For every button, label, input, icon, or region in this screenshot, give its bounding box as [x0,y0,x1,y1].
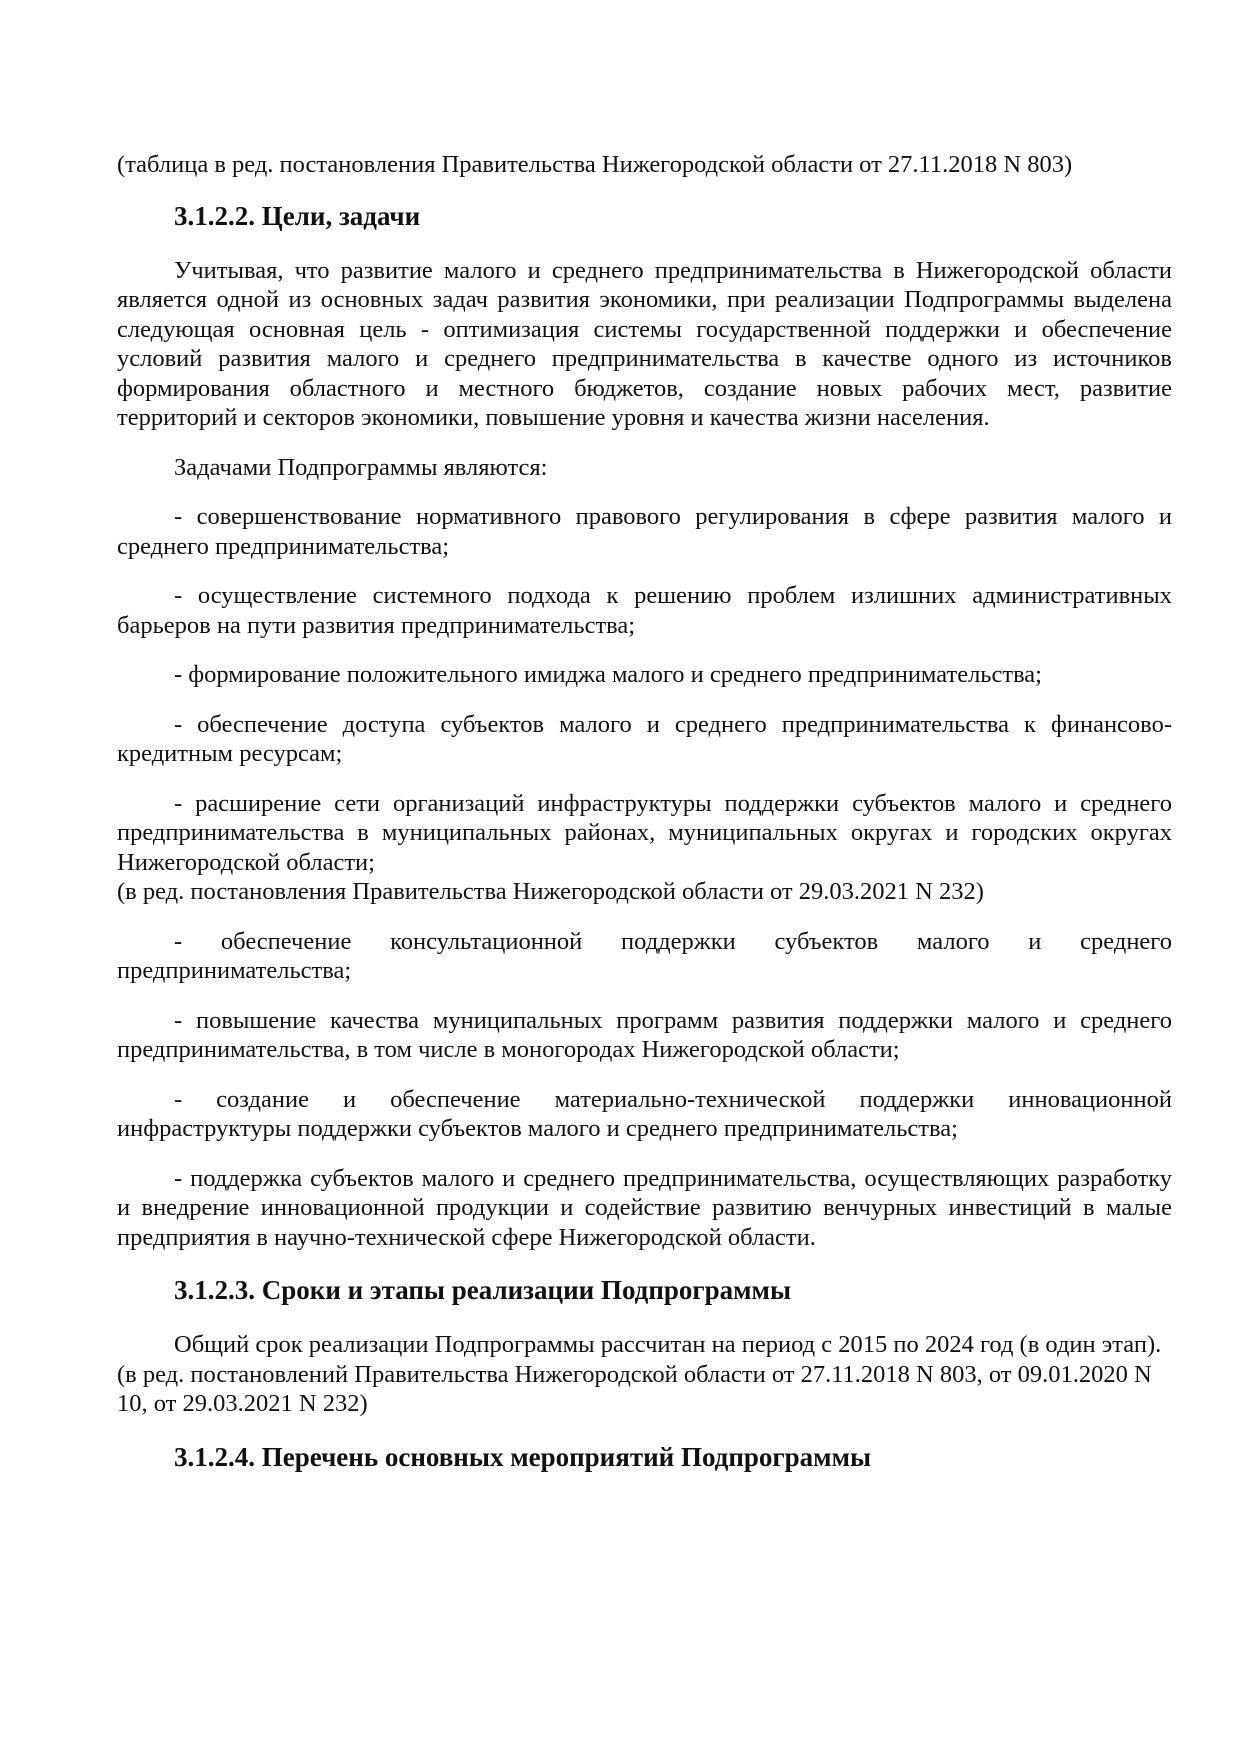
task-amendment-note: (в ред. постановления Правительства Нижегородской области от 29.03.2021 N 232) [117,878,984,905]
task-item: - обеспечение доступа субъектов малого и среднего предпринимательства к финансово-кредитным ресурсам; [117,710,1172,767]
task-item: - поддержка субъектов малого и среднего предпринимательства, осуществляющих разработку и внедрение инновационной продукции и содействие развитию венчурных инвестиций в малые предприятия в научно-технической сфере Нижегородской области. [117,1164,1172,1251]
task-item: - обеспечение консультационной поддержки субъектов малого и среднего предпринимательства; [117,927,1172,984]
task-item: - расширение сети организаций инфраструктуры поддержки субъектов малого и среднего предпринимательства в муниципальных районах, муниципальных округах и городских округах Нижегородской области; [117,789,1172,876]
task-item: - повышение качества муниципальных программ развития поддержки малого и среднего предпринимательства, в том числе в моногородах Нижегородской области; [117,1006,1172,1063]
table-amendment-note: (таблица в ред. постановления Правительства Нижегородской области от 27.11.2018 N 803) [117,151,1073,178]
timeline-amendment-note: (в ред. постановлений Правительства Нижегородской области от 27.11.2018 N 803, от 09.01.2020 N 10, от 29.03.2021 N 232) [117,1360,1152,1417]
document-page [117,150,1172,1473]
task-item: - осуществление системного подхода к решению проблем излишних административных барьеров на пути развития предпринимательства; [117,582,1172,639]
section-title-goals: 3.1.2.2. Цели, задачи [174,200,421,231]
task-item: - совершенствование нормативного правового регулирования в сфере развития малого и среднего предпринимательства; [117,503,1172,560]
timeline-paragraph: Общий срок реализации Подпрограммы рассчитан на период с 2015 по 2024 год (в один этап). [174,1331,1162,1358]
section-title-activities: 3.1.2.4. Перечень основных мероприятий Подпрограммы [174,1441,872,1472]
task-item: - формирование положительного имиджа малого и среднего предпринимательства; [174,661,1042,688]
section-title-timeline: 3.1.2.3. Сроки и этапы реализации Подпрограммы [174,1275,792,1305]
goals-intro-paragraph: Учитывая, что развитие малого и среднего предпринимательства в Нижегородской области является одной из основных задач развития экономики, при реализации Подпрограммы выделена следующая основная цель - оптимизация системы государственной поддержки и обеспечение условий развития малого и среднего предпринимательства в качестве одного из источников формирования областного и местного бюджетов, создание новых рабочих мест, развитие территорий и секторов экономики, повышение уровня и качества жизни населения. [117,256,1172,431]
task-item: - создание и обеспечение материально-технической поддержки инновационной инфраструктуры поддержки субъектов малого и среднего предпринимательства; [117,1085,1172,1142]
tasks-label: Задачами Подпрограммы являются: [174,453,548,481]
